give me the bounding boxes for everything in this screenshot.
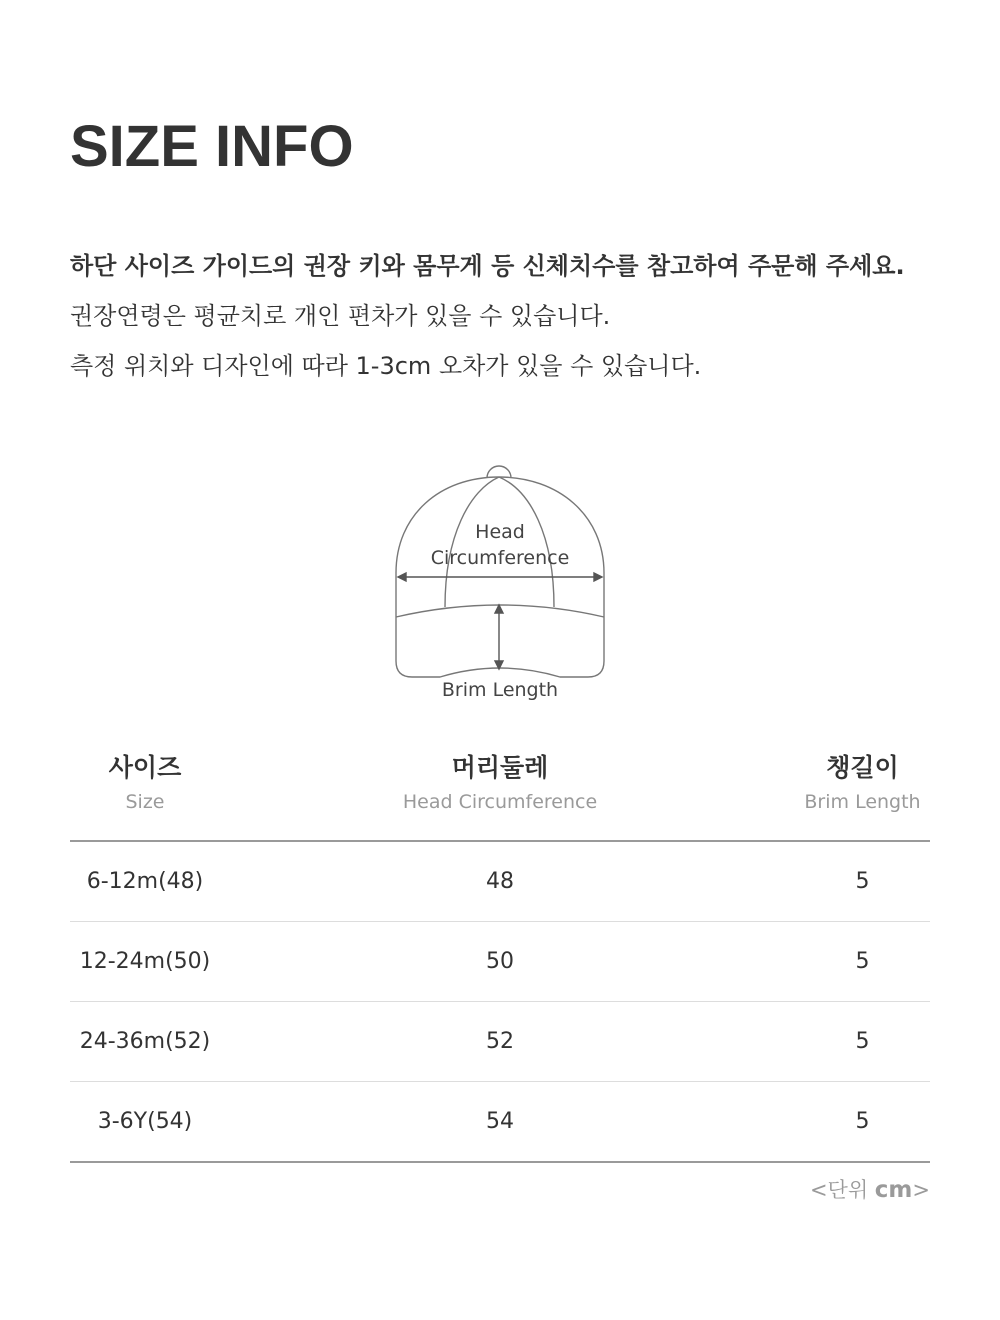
head-label-line2: Circumference [430,547,570,569]
cell-head: 54 [486,1109,514,1134]
table-header [70,748,930,842]
cell-brim: 5 [855,1029,870,1054]
cell-brim: 5 [855,1109,870,1134]
notes [70,246,950,396]
header-brim-ko: 챙길이 [826,753,899,782]
header-size [70,748,220,816]
cell-size: 12-24m(50) [79,949,211,974]
cell-size: 24-36m(52) [79,1029,211,1054]
header-brim-en: Brim Length [804,791,921,813]
cell-head: 50 [486,949,514,974]
unit-note [810,1174,930,1204]
header-head-ko: 머리둘레 [451,753,549,782]
head-arrow-left [398,573,406,581]
cell-brim: 5 [855,949,870,974]
header-head [350,748,650,816]
page-title: SIZE INFO [70,114,354,179]
table-row [70,1002,930,1082]
table-row [70,842,930,922]
cell-head: 52 [486,1029,514,1054]
cap-icon [380,455,620,715]
head-circumference-label [380,519,620,571]
cell-head: 48 [486,869,514,894]
header-size-en: Size [125,791,165,813]
unit-value: cm [874,1177,913,1203]
cell-brim: 5 [855,869,870,894]
note-measurement-error: 측정 위치와 디자인에 따라 1-3cm 오차가 있을 수 있습니다. [70,352,702,380]
head-arrow-right [594,573,602,581]
cell-size: 6-12m(48) [86,869,204,894]
note-order-guide: 하단 사이즈 가이드의 권장 키와 몸무게 등 신체치수를 참고하여 주문해 주세요. [70,252,905,280]
table-row [70,922,930,1002]
head-label-line1: Head [475,521,525,543]
cell-size: 3-6Y(54) [97,1109,193,1134]
header-size-ko: 사이즈 [108,753,182,782]
cap-diagram [380,455,620,715]
table-row [70,1082,930,1163]
unit-prefix: <단위 [809,1178,875,1202]
header-head-en: Head Circumference [402,791,598,813]
unit-suffix: > [912,1178,930,1202]
note-age-deviation: 권장연령은 평균치로 개인 편차가 있을 수 있습니다. [70,302,611,330]
header-brim [790,748,935,816]
brim-arrow-top [495,605,503,613]
size-table [70,748,930,1163]
cap-button-shape [487,466,511,478]
brim-length-label: Brim Length [441,679,559,701]
